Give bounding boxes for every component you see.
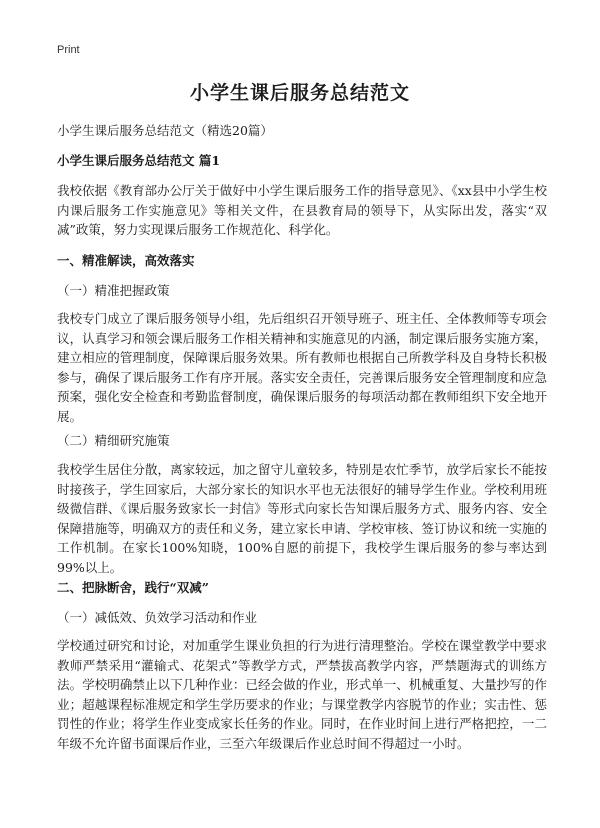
section1-sub1-heading: （一）精准把握政策 [57, 283, 170, 298]
section1-sub2-heading: （二）精细研究施策 [57, 433, 170, 448]
section2-sub1-heading: （一）减低效、负效学习活动和作业 [57, 610, 258, 625]
print-label: Print [57, 44, 80, 56]
section1-sub1-paragraph: 我校专门成立了课后服务领导小组，先后组织召开领导班子、班主任、全体教师等专项会议，认真学习和领会课后服务工作相关精神和实施意见的内涵，制定课后服务实施方案，建立相应的管理制度，保障课后服务效果。所有教师也根据自己所教学科及自身特长积极参与，确保了课后服务工作有序开展。落实安全责任，完善课后服务安全管理制度和应急预案，强化安全检查和考勤监督制度，确保课后服务的每项活动都在教师组织下安全地开展。 [57, 311, 547, 424]
document-title: 小学生课后服务总结范文 [189, 82, 410, 104]
section1-sub2-paragraph: 我校学生居住分散，离家较远，加之留守儿童较多，特别是农忙季节，放学后家长不能按时接孩子，学生回家后，大部分家长的知识水平也无法很好的辅导学生作业。学校利用班级微信群、《课后服务致家长一封信》等形式向家长告知课后服务方式、服务内容、安全保障措施等，明确双方的责任和义务，建立家长申请、学校审核、签订协议和统一实施的工作机制。在家长100%知晓，100%自愿的前提下，我校学生课后服务的参与率达到99%以上。 [57, 462, 547, 575]
intro-paragraph: 我校依据《教育部办公厅关于做好中小学生课后服务工作的指导意见》、《xx县中小学生校内课后服务工作实施意见》等相关文件，在县教育局的领导下，从实际出发，落实“双减”政策，努力实现课后服务工作规范化、科学化。 [57, 183, 547, 237]
section2-heading: 二、把脉断舍，践行“双减” [57, 580, 209, 595]
section2-sub1-paragraph: 学校通过研究和讨论，对加重学生课业负担的行为进行清理整治。学校在课堂教学中要求教师严禁采用“灌输式、花架式”等教学方式，严禁拔高教学内容，严禁题海式的训练方法。学校明确禁止以下几种作业：已经会做的作业，形式单一、机械重复、大量抄写的作业；超越课程标准规定和学生学历要求的作业；与课堂教学内容脱节的作业；实击性、惩罚性的作业；将学生作业变成家长任务的作业。同时，在作业时间上进行严格把控，一二年级不允许留书面课后作业，三至六年级课后作业总时间不得超过一小时。 [57, 638, 547, 751]
article-heading: 小学生课后服务总结范文 篇1 [57, 153, 221, 168]
document-subtitle: 小学生课后服务总结范文（精选20篇） [57, 123, 273, 138]
section1-heading: 一、精准解读，高效落实 [57, 253, 195, 268]
